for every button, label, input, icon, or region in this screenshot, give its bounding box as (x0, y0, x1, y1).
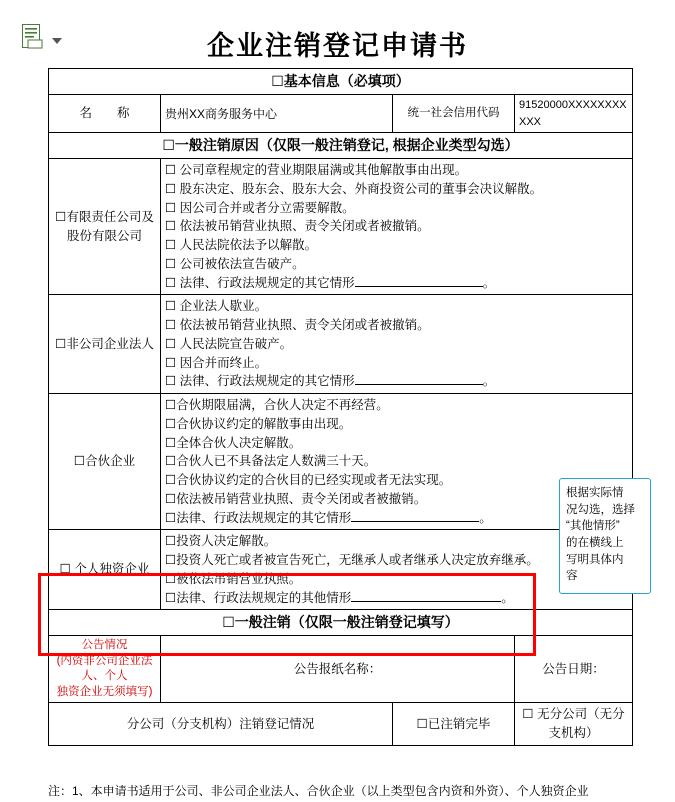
list-item[interactable]: ☐合伙协议约定的合伙目的已经实现或者无法实现。 (165, 473, 452, 487)
branch-option-none[interactable]: ☐ 无分公司（无分支机构） (515, 703, 633, 746)
table-row (49, 636, 633, 703)
credit-code-value[interactable]: 91520000XXXXXXXXXXX (515, 95, 633, 133)
footer-note: 注：1、本申请书适用于公司、非公司企业法人、合伙企业（以上类型包含内资和外资）、个人独资企业 (48, 784, 589, 798)
list-item[interactable]: ☐合伙协议约定的解散事由出现。 (165, 416, 352, 431)
row-options-limited-company (161, 159, 633, 295)
announcement-paper[interactable]: 公告报纸名称： (161, 636, 515, 703)
list-item[interactable]: ☐ 法律、行政法规规定的其它情形 。 (165, 275, 496, 290)
row-options-noncorporate (161, 295, 633, 394)
list-item[interactable]: ☐投资人死亡或者被宣告死亡，无继承人或者继承人决定放弃继承。 (165, 553, 539, 567)
table-row (49, 703, 633, 746)
announcement-label: 公告情况 (内资非公司企业法人、个人 独资企业无须填写) (49, 636, 161, 703)
list-item[interactable]: ☐ 企业法人歇业。 (165, 299, 268, 314)
callout-line: 况勾选，选择 (566, 503, 635, 516)
list-item[interactable]: ☐ 公司章程规定的营业期限届满或其他解散事由出现。 (165, 163, 468, 177)
fill-blank[interactable] (351, 601, 501, 602)
callout-note (559, 478, 651, 594)
row-label-noncorporate (49, 295, 161, 394)
list-item[interactable]: ☐依法被吊销营业执照、责令关闭或者被撤销。 (165, 491, 427, 506)
list-item[interactable]: ☐法律、行政法规规定的其他情形 。 (165, 590, 514, 605)
list-item[interactable]: ☐法律、行政法规规定的其它情形 。 (165, 510, 492, 525)
name-value[interactable]: 贵州XX商务服务中心 (161, 95, 393, 133)
cancellation-form-table (48, 68, 633, 746)
table-row (49, 394, 633, 530)
list-item[interactable]: ☐全体合伙人决定解散。 (165, 435, 302, 450)
callout-line: “其他情形” (566, 520, 620, 533)
list-item[interactable]: ☐合伙期限届满，合伙人决定不再经营。 (165, 398, 389, 412)
list-item[interactable]: ☐合伙人已不具备法定人数满三十天。 (165, 454, 377, 469)
callout-line: 写明具体内 (566, 553, 624, 566)
callout-line: 容 (566, 570, 578, 583)
list-item[interactable]: ☐ 公司被依法宣告破产。 (165, 256, 305, 271)
announcement-date[interactable]: 公告日期： (515, 636, 633, 703)
list-item[interactable]: ☐ 人民法院宣告破产。 (165, 336, 293, 351)
list-item[interactable]: ☐ 股东决定、股东会、股东大会、外商投资公司的董事会决议解散。 (165, 181, 543, 196)
general-cancel-header: ☐一般注销（仅限一般注销登记填写） (49, 610, 633, 636)
credit-code-label: 统一社会信用代码 (393, 95, 515, 133)
table-row (49, 159, 633, 295)
row-label-text: ☐有限责任公司及股份有限公司 (55, 209, 154, 243)
row-label-partnership (49, 394, 161, 530)
row-label-sole-proprietorship (49, 530, 161, 610)
list-item[interactable]: ☐ 依法被吊销营业执照、责令关闭或者被撤销。 (165, 318, 430, 332)
fill-blank[interactable] (355, 384, 483, 385)
branch-label: 分公司（分支机构）注销登记情况 (49, 703, 393, 746)
basic-info-header: ☐基本信息（必填项） (49, 69, 633, 95)
callout-line: 的在横线上 (566, 537, 624, 550)
page-title: 企业注销登记申请书 (207, 31, 468, 62)
table-row (49, 530, 633, 610)
row-label-limited-company (49, 159, 161, 295)
table-row (49, 69, 633, 95)
fill-blank[interactable] (355, 286, 483, 287)
row-label-text: ☐合伙企业 (73, 454, 136, 469)
table-row (49, 95, 633, 133)
row-label-text: ☐ 个人独资企业 (59, 562, 150, 577)
row-label-text: ☐非公司企业法人 (55, 336, 154, 351)
list-item[interactable]: ☐被依法吊销营业执照。 (165, 571, 302, 586)
callout-line: 根据实际情 (566, 487, 624, 499)
list-item[interactable]: ☐ 因公司合并或者分立需要解散。 (165, 200, 355, 215)
list-item[interactable]: ☐ 法律、行政法规规定的其它情形 。 (165, 374, 496, 389)
name-label: 名 称 (49, 95, 161, 133)
table-row (49, 295, 633, 394)
list-item[interactable]: ☐ 因合并而终止。 (165, 355, 268, 370)
list-item[interactable]: ☐投资人决定解散。 (165, 534, 277, 549)
table-row (49, 133, 633, 159)
list-item[interactable]: ☐ 人民法院依法予以解散。 (165, 238, 318, 252)
list-item[interactable]: ☐ 依法被吊销营业执照、责令关闭或者被撤销。 (165, 219, 430, 234)
table-row (49, 610, 633, 636)
reason-header: ☐一般注销原因（仅限一般注销登记, 根据企业类型勾选） (49, 133, 633, 159)
branch-option-done[interactable]: ☐已注销完毕 (393, 703, 515, 746)
fill-blank[interactable] (351, 521, 479, 522)
